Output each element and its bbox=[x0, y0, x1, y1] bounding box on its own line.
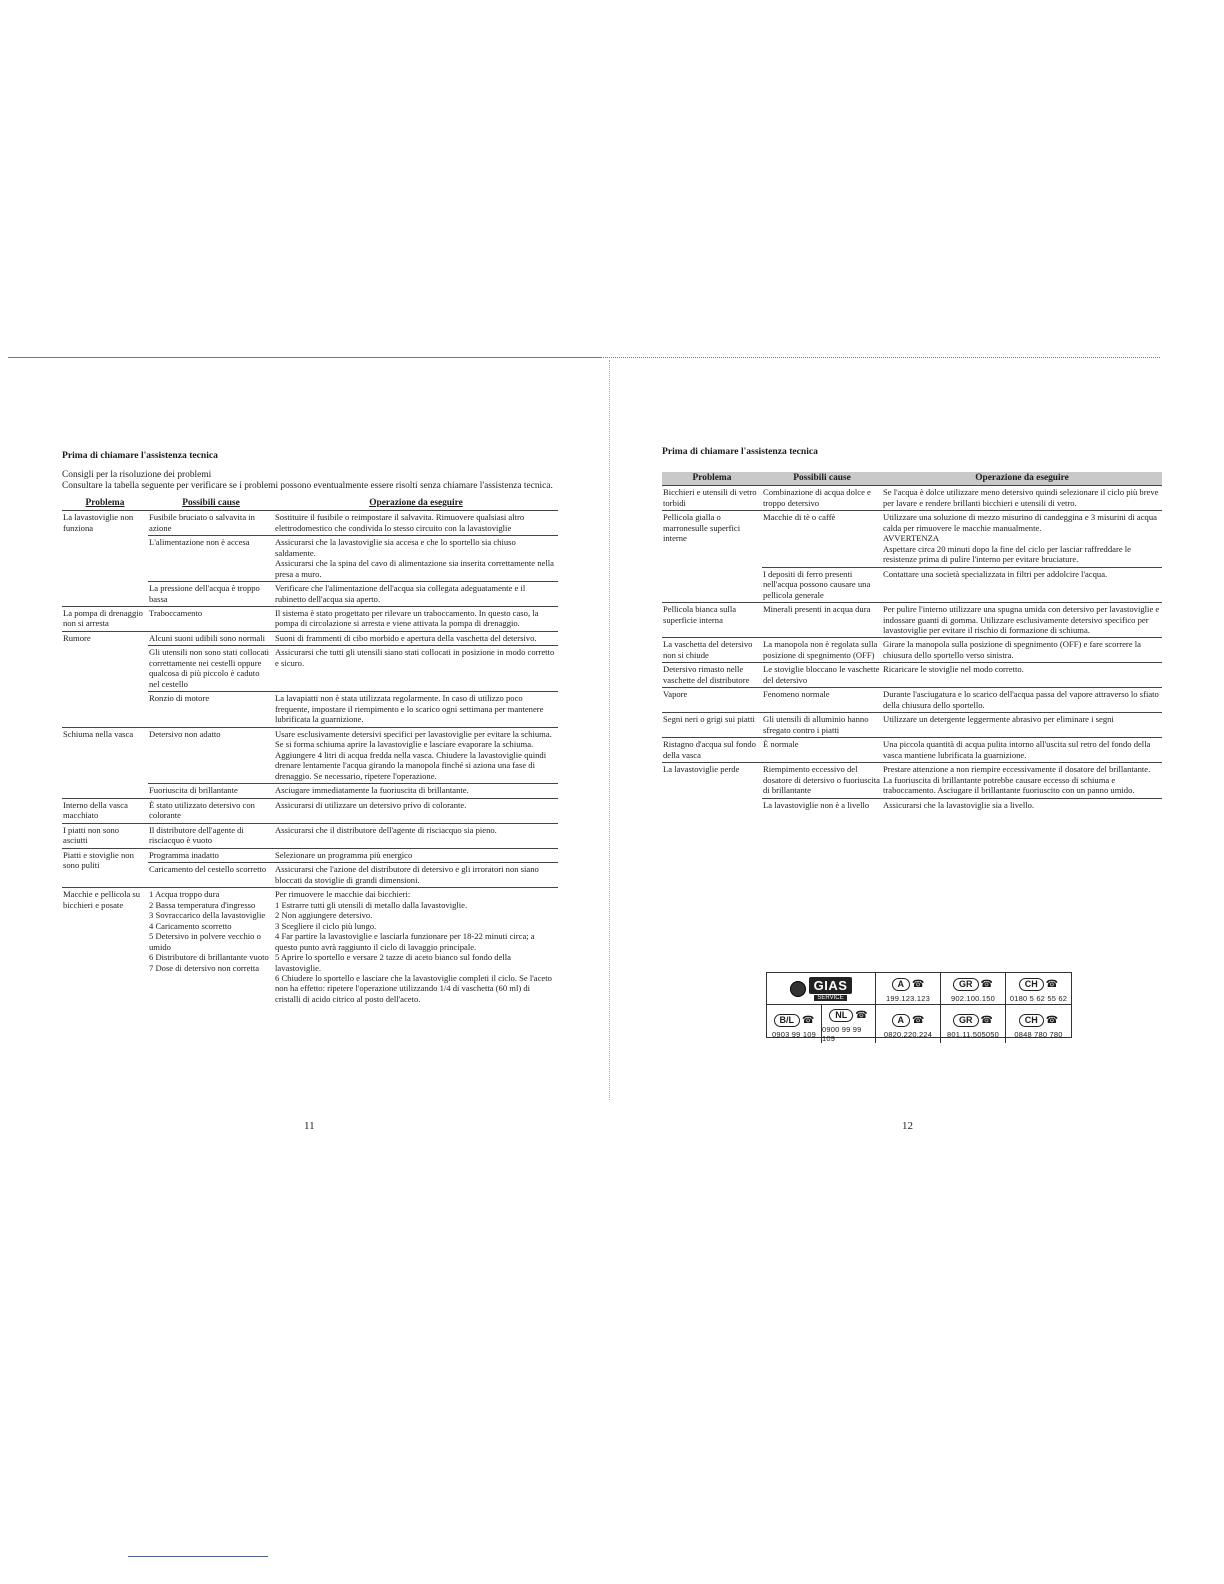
problem-cell: Segni neri o grigi sui piatti bbox=[662, 713, 762, 738]
cause-cell: Riempimento eccessivo del dosatore di detersivo o fuoriuscita di brillantante bbox=[762, 763, 882, 798]
page-number-right: 12 bbox=[902, 1120, 913, 1132]
action-cell: Assicurarsi di utilizzare un detersivo privo di colorante. bbox=[274, 798, 558, 823]
cause-cell: Gli utensili di alluminio hanno sfregato contro i piatti bbox=[762, 713, 882, 738]
action-cell: Assicurarsi che la lavastoviglie sia a livello. bbox=[882, 798, 1162, 812]
contact-nl bbox=[821, 1005, 875, 1043]
contact-a bbox=[875, 973, 940, 1005]
gias-logo-name: GIAS bbox=[809, 977, 853, 994]
phone-icon: ☎ bbox=[1045, 979, 1059, 990]
problem-cell: Piatti e stoviglie non sono puliti bbox=[62, 848, 148, 887]
gias-logo bbox=[767, 973, 875, 1005]
cause-cell: Alcuni suoni udibili sono normali bbox=[148, 631, 274, 645]
cause-cell: Detersivo non adatto bbox=[148, 727, 274, 783]
action-cell: Assicurarsi che il distributore dell'agente di risciacquo sia pieno. bbox=[274, 823, 558, 848]
contact-a2 bbox=[875, 1005, 940, 1043]
troubleshooting-table bbox=[62, 497, 558, 1007]
table-body bbox=[662, 486, 1162, 813]
country-badge: NL bbox=[829, 1009, 853, 1022]
action-cell: Suoni di frammenti di cibo morbido e apertura della vaschetta del detersivo. bbox=[274, 631, 558, 645]
table-row bbox=[662, 638, 1162, 663]
action-cell: Utilizzare una soluzione di mezzo misurino di candeggina e 3 misurini di acqua calda per rimuovere le macchie manualmente. AVVERTENZA Aspettare circa 20 minuti dopo la fine del ciclo per lasciar raffreddare le resistenze prima di pulire l'interno per evitare bruciature. bbox=[882, 511, 1162, 567]
country-badge: GR bbox=[953, 978, 979, 991]
cause-cell: La pressione dell'acqua è troppo bassa bbox=[148, 582, 274, 607]
contact-number: 0900 99 99 109 bbox=[822, 1025, 862, 1043]
contact-number: 0903 99 109 bbox=[772, 1029, 816, 1039]
table-row bbox=[662, 688, 1162, 713]
table-row bbox=[62, 798, 558, 823]
contact-number: 199.123.123 bbox=[886, 994, 930, 1003]
page-number-left: 11 bbox=[304, 1120, 315, 1132]
cause-cell: Fusibile bruciato o salvavita in azione bbox=[148, 511, 274, 536]
contact-number: 801.11.505050 bbox=[946, 1029, 1000, 1039]
action-cell: Per rimuovere le macchie dai bicchieri: 1 Estrarre tutti gli utensili di metallo dalla lavastoviglie. 2 Non aggiungere detersivo. 3 Scegliere il ciclo più lungo. 4 Far partire la lavastoviglie e lasciarla funzionare per 18-22 minuti circa; a questo punto avrà raggiunto il ciclo di lavaggio principale. 5 Aprire lo sportello e versare 2 tazze di aceto bianco sul fondo della lavastoviglie. 6 Chiudere lo sportello e lasciare che la lavastoviglie completi il ciclo. Se l'aceto non ha effetto: ripetere l'operazione utilizzando 1/4 di vaschetta (60 ml) di cristalli di acido citrico al posto dell'aceto. bbox=[274, 888, 558, 1007]
country-badge: B/L bbox=[774, 1014, 801, 1027]
contact-ch2 bbox=[1005, 1005, 1071, 1043]
problem-cell: Pellicola gialla o marronesulle superfici interne bbox=[662, 511, 762, 603]
table-row bbox=[662, 511, 1162, 567]
cause-cell: Il distributore dell'agente di risciacquo è vuoto bbox=[148, 823, 274, 848]
top-rule-left bbox=[8, 357, 600, 358]
table-row bbox=[662, 713, 1162, 738]
cause-cell: Ronzio di motore bbox=[148, 692, 274, 727]
action-cell: Assicurarsi che tutti gli utensili siano stati collocati in posizione in modo corretto e sicuro. bbox=[274, 646, 558, 692]
action-cell: Contattare una società specializzata in filtri per addolcire l'acqua. bbox=[882, 567, 1162, 602]
cause-cell: I depositi di ferro presenti nell'acqua possono causare una pellicola generale bbox=[762, 567, 882, 602]
problem-cell: La vaschetta del detersivo non si chiude bbox=[662, 638, 762, 663]
problem-cell: La pompa di drenaggio non si arresta bbox=[62, 606, 148, 631]
cause-cell: Gli utensili non sono stati collocati correttamente nei cestelli oppure qualcosa di più piccolo è caduto nel cestello bbox=[148, 646, 274, 692]
cause-cell: Traboccamento bbox=[148, 606, 274, 631]
action-cell: Durante l'asciugatura e lo scarico dell'acqua passa del vapore attraverso lo sfiato della chiusura dello sportello. bbox=[882, 688, 1162, 713]
problem-cell: Bicchieri e utensili di vetro torbidi bbox=[662, 486, 762, 511]
table-row bbox=[62, 727, 558, 783]
action-cell: Asciugare immediatamente la fuoriuscita di brillantante. bbox=[274, 784, 558, 798]
cause-cell: Caricamento del cestello scorretto bbox=[148, 863, 274, 888]
contact-number: 0180 5 62 55 62 bbox=[1009, 994, 1068, 1003]
col-header-causes: Possibili cause bbox=[182, 497, 240, 508]
action-cell: Utilizzare un detergente leggermente abrasivo per eliminare i segni bbox=[882, 713, 1162, 738]
col-header-causes: Possibili cause bbox=[793, 472, 851, 483]
table-row bbox=[62, 606, 558, 631]
action-cell: Se l'acqua è dolce utilizzare meno detersivo quindi selezionare il ciclo più breve per lavare e rendere brillanti bicchieri e utensili di vetro. bbox=[882, 486, 1162, 511]
table-body bbox=[62, 511, 558, 1007]
table-row bbox=[62, 888, 558, 1007]
phone-icon: ☎ bbox=[802, 1014, 815, 1026]
country-badge: A bbox=[892, 978, 911, 991]
contact-number: 0820.220.224 bbox=[883, 1029, 933, 1039]
intro-text: Consultare la tabella seguente per verificare se i problemi possono eventualmente essere risolti senza chiamare l'assistenza tecnica. bbox=[62, 481, 553, 492]
table-row bbox=[62, 511, 558, 536]
phone-icon: ☎ bbox=[1045, 1014, 1059, 1026]
table-row bbox=[662, 763, 1162, 798]
table-row bbox=[662, 738, 1162, 763]
problem-cell: La lavastoviglie non funziona bbox=[62, 511, 148, 607]
country-badge: CH bbox=[1019, 978, 1044, 991]
phone-icon: ☎ bbox=[980, 1014, 993, 1026]
cause-cell: Fenomeno normale bbox=[762, 688, 882, 713]
cause-cell: Macchie di tè o caffè bbox=[762, 511, 882, 567]
phone-icon: ☎ bbox=[912, 979, 925, 990]
intro-heading: Consigli per la risoluzione dei problemi bbox=[62, 469, 212, 480]
service-contacts bbox=[766, 972, 1072, 1043]
phone-icon: ☎ bbox=[912, 1014, 925, 1026]
action-cell: Selezionare un programma più energico bbox=[274, 848, 558, 862]
gias-logo-sub: SERVICE bbox=[814, 995, 846, 1001]
problem-cell: I piatti non sono asciutti bbox=[62, 823, 148, 848]
action-cell: Il sistema è stato progettato per rilevare un traboccamento. In questo caso, la pompa di circolazione si arresta e viene attivata la pompa di drenaggio. bbox=[274, 606, 558, 631]
gias-emblem-icon bbox=[790, 981, 806, 997]
phone-icon: ☎ bbox=[980, 979, 993, 990]
contacts-bottom-row bbox=[767, 1005, 1071, 1043]
problem-cell: Ristagno d'acqua sul fondo della vasca bbox=[662, 738, 762, 763]
contact-gr2 bbox=[940, 1005, 1005, 1043]
problem-cell: Vapore bbox=[662, 688, 762, 713]
action-cell: Prestare attenzione a non riempire eccessivamente il dosatore del brillantante. La fuoriuscita di brillantante potrebbe causare eccesso di schiuma e traboccamento. Asciugare il brillantante fuoriuscito con un panno umido. bbox=[882, 763, 1162, 798]
cause-cell: Le stoviglie bloccano le vaschette del detersivo bbox=[762, 663, 882, 688]
contact-number: 902.100.150 bbox=[951, 994, 995, 1003]
page-12 bbox=[662, 446, 1162, 812]
action-cell: Una piccola quantità di acqua pulita intorno all'uscita sul retro del fondo della vasca mantiene lubrificata la guarnizione. bbox=[882, 738, 1162, 763]
cause-cell: La manopola non è regolata sulla posizione di spegnimento (OFF) bbox=[762, 638, 882, 663]
problem-cell: Schiuma nella vasca bbox=[62, 727, 148, 798]
cause-cell: È normale bbox=[762, 738, 882, 763]
action-cell: Sostituire il fusibile o reimpostare il salvavita. Rimuovere qualsiasi altro elettrodomestico che condivida lo stesso circuito con la lavastoviglie bbox=[274, 511, 558, 536]
problem-cell: La lavastoviglie perde bbox=[662, 763, 762, 812]
cause-cell: L'alimentazione non è accesa bbox=[148, 536, 274, 582]
problem-cell: Detersivo rimasto nelle vaschette del distributore bbox=[662, 663, 762, 688]
table-row bbox=[62, 848, 558, 862]
action-cell: La lavapiatti non è stata utilizzata regolarmente. In caso di utilizzo poco frequente, impostare il riempimento e lo scarico ogni settimana per mantenere lubrificata la guarnizione. bbox=[274, 692, 558, 727]
contact-gr bbox=[940, 973, 1005, 1005]
contact-number: 0848 780 780 bbox=[1014, 1029, 1063, 1039]
cause-cell: Combinazione di acqua dolce e troppo detersivo bbox=[762, 486, 882, 511]
cause-cell: 1 Acqua troppo dura 2 Bassa temperatura d'ingresso 3 Sovraccarico della lavastoviglie 4 Caricamento scorretto 5 Detersivo in polvere vecchio o umido 6 Distributore di brillantante vuoto 7 Dose di detersivo non corretta bbox=[148, 888, 274, 1007]
action-cell: Ricaricare le stoviglie nel modo corretto. bbox=[882, 663, 1162, 688]
action-cell: Assicurarsi che l'azione del distributore di detersivo e gli irroratori non siano bloccati da stoviglie di grandi dimensioni. bbox=[274, 863, 558, 888]
country-badge: CH bbox=[1019, 1014, 1044, 1027]
table-row bbox=[662, 603, 1162, 638]
table-row bbox=[662, 486, 1162, 511]
page-gutter bbox=[609, 360, 610, 1100]
cause-cell: Programma inadatto bbox=[148, 848, 274, 862]
contact-ch bbox=[1005, 973, 1071, 1005]
action-cell: Usare esclusivamente detersivi specifici per lavastoviglie per evitare la schiuma. Se si forma schiuma aprire la lavastoviglie e lasciare evaporare la schiuma. Aggiungere 4 litri di acqua fredda nella vasca. Chiudere la lavastoviglie quindi drenare lentamente l'acqua girando la manopola finché si aziona una fase di drenaggio. Se necessario, ripetere l'operazione. bbox=[274, 727, 558, 783]
table-row bbox=[62, 631, 558, 645]
troubleshooting-table bbox=[662, 472, 1162, 813]
country-badge: GR bbox=[953, 1014, 979, 1027]
top-rule-right bbox=[600, 357, 1160, 358]
col-header-problem: Problema bbox=[85, 497, 125, 508]
action-cell: Assicurarsi che la lavastoviglie sia accesa e che lo sportello sia chiuso saldamente. Assicurarsi che la spina del cavo di alimentazione sia inserita correttamente nella presa a muro. bbox=[274, 536, 558, 582]
problem-cell: Pellicola bianca sulla superficie interna bbox=[662, 603, 762, 638]
contact-bl bbox=[767, 1005, 821, 1043]
problem-cell: Rumore bbox=[62, 631, 148, 727]
phone-icon: ☎ bbox=[855, 1010, 868, 1021]
table-row bbox=[662, 663, 1162, 688]
table-row bbox=[62, 823, 558, 848]
cause-cell: È stato utilizzato detersivo con colorante bbox=[148, 798, 274, 823]
bottom-rule bbox=[128, 1556, 268, 1557]
cause-cell: Minerali presenti in acqua dura bbox=[762, 603, 882, 638]
problem-cell: Interno della vasca macchiato bbox=[62, 798, 148, 823]
col-header-problem: Problema bbox=[692, 472, 732, 483]
page-11 bbox=[62, 450, 558, 1006]
page-title: Prima di chiamare l'assistenza tecnica bbox=[662, 446, 818, 457]
col-header-action: Operazione da eseguire bbox=[975, 472, 1069, 483]
page-title: Prima di chiamare l'assistenza tecnica bbox=[62, 450, 218, 461]
action-cell: Verificare che l'alimentazione dell'acqua sia collegata adeguatamente e il rubinetto dell'acqua sia aperto. bbox=[274, 582, 558, 607]
problem-cell: Macchie e pellicola su bicchieri e posate bbox=[62, 888, 148, 1007]
cause-cell: Fuoriuscita di brillantante bbox=[148, 784, 274, 798]
action-cell: Girare la manopola sulla posizione di spegnimento (OFF) e fare scorrere la chiusura dello sportello verso sinistra. bbox=[882, 638, 1162, 663]
action-cell: Per pulire l'interno utilizzare una spugna umida con detersivo per lavastoviglie e indossare guanti di gomma. Utilizzare esclusivamente detersivo specifico per lavastoviglie per evitare il rischio di formazione di schiuma. bbox=[882, 603, 1162, 638]
cause-cell: La lavastoviglie non è a livello bbox=[762, 798, 882, 812]
country-badge: A bbox=[892, 1014, 911, 1027]
col-header-action: Operazione da eseguire bbox=[369, 497, 463, 508]
